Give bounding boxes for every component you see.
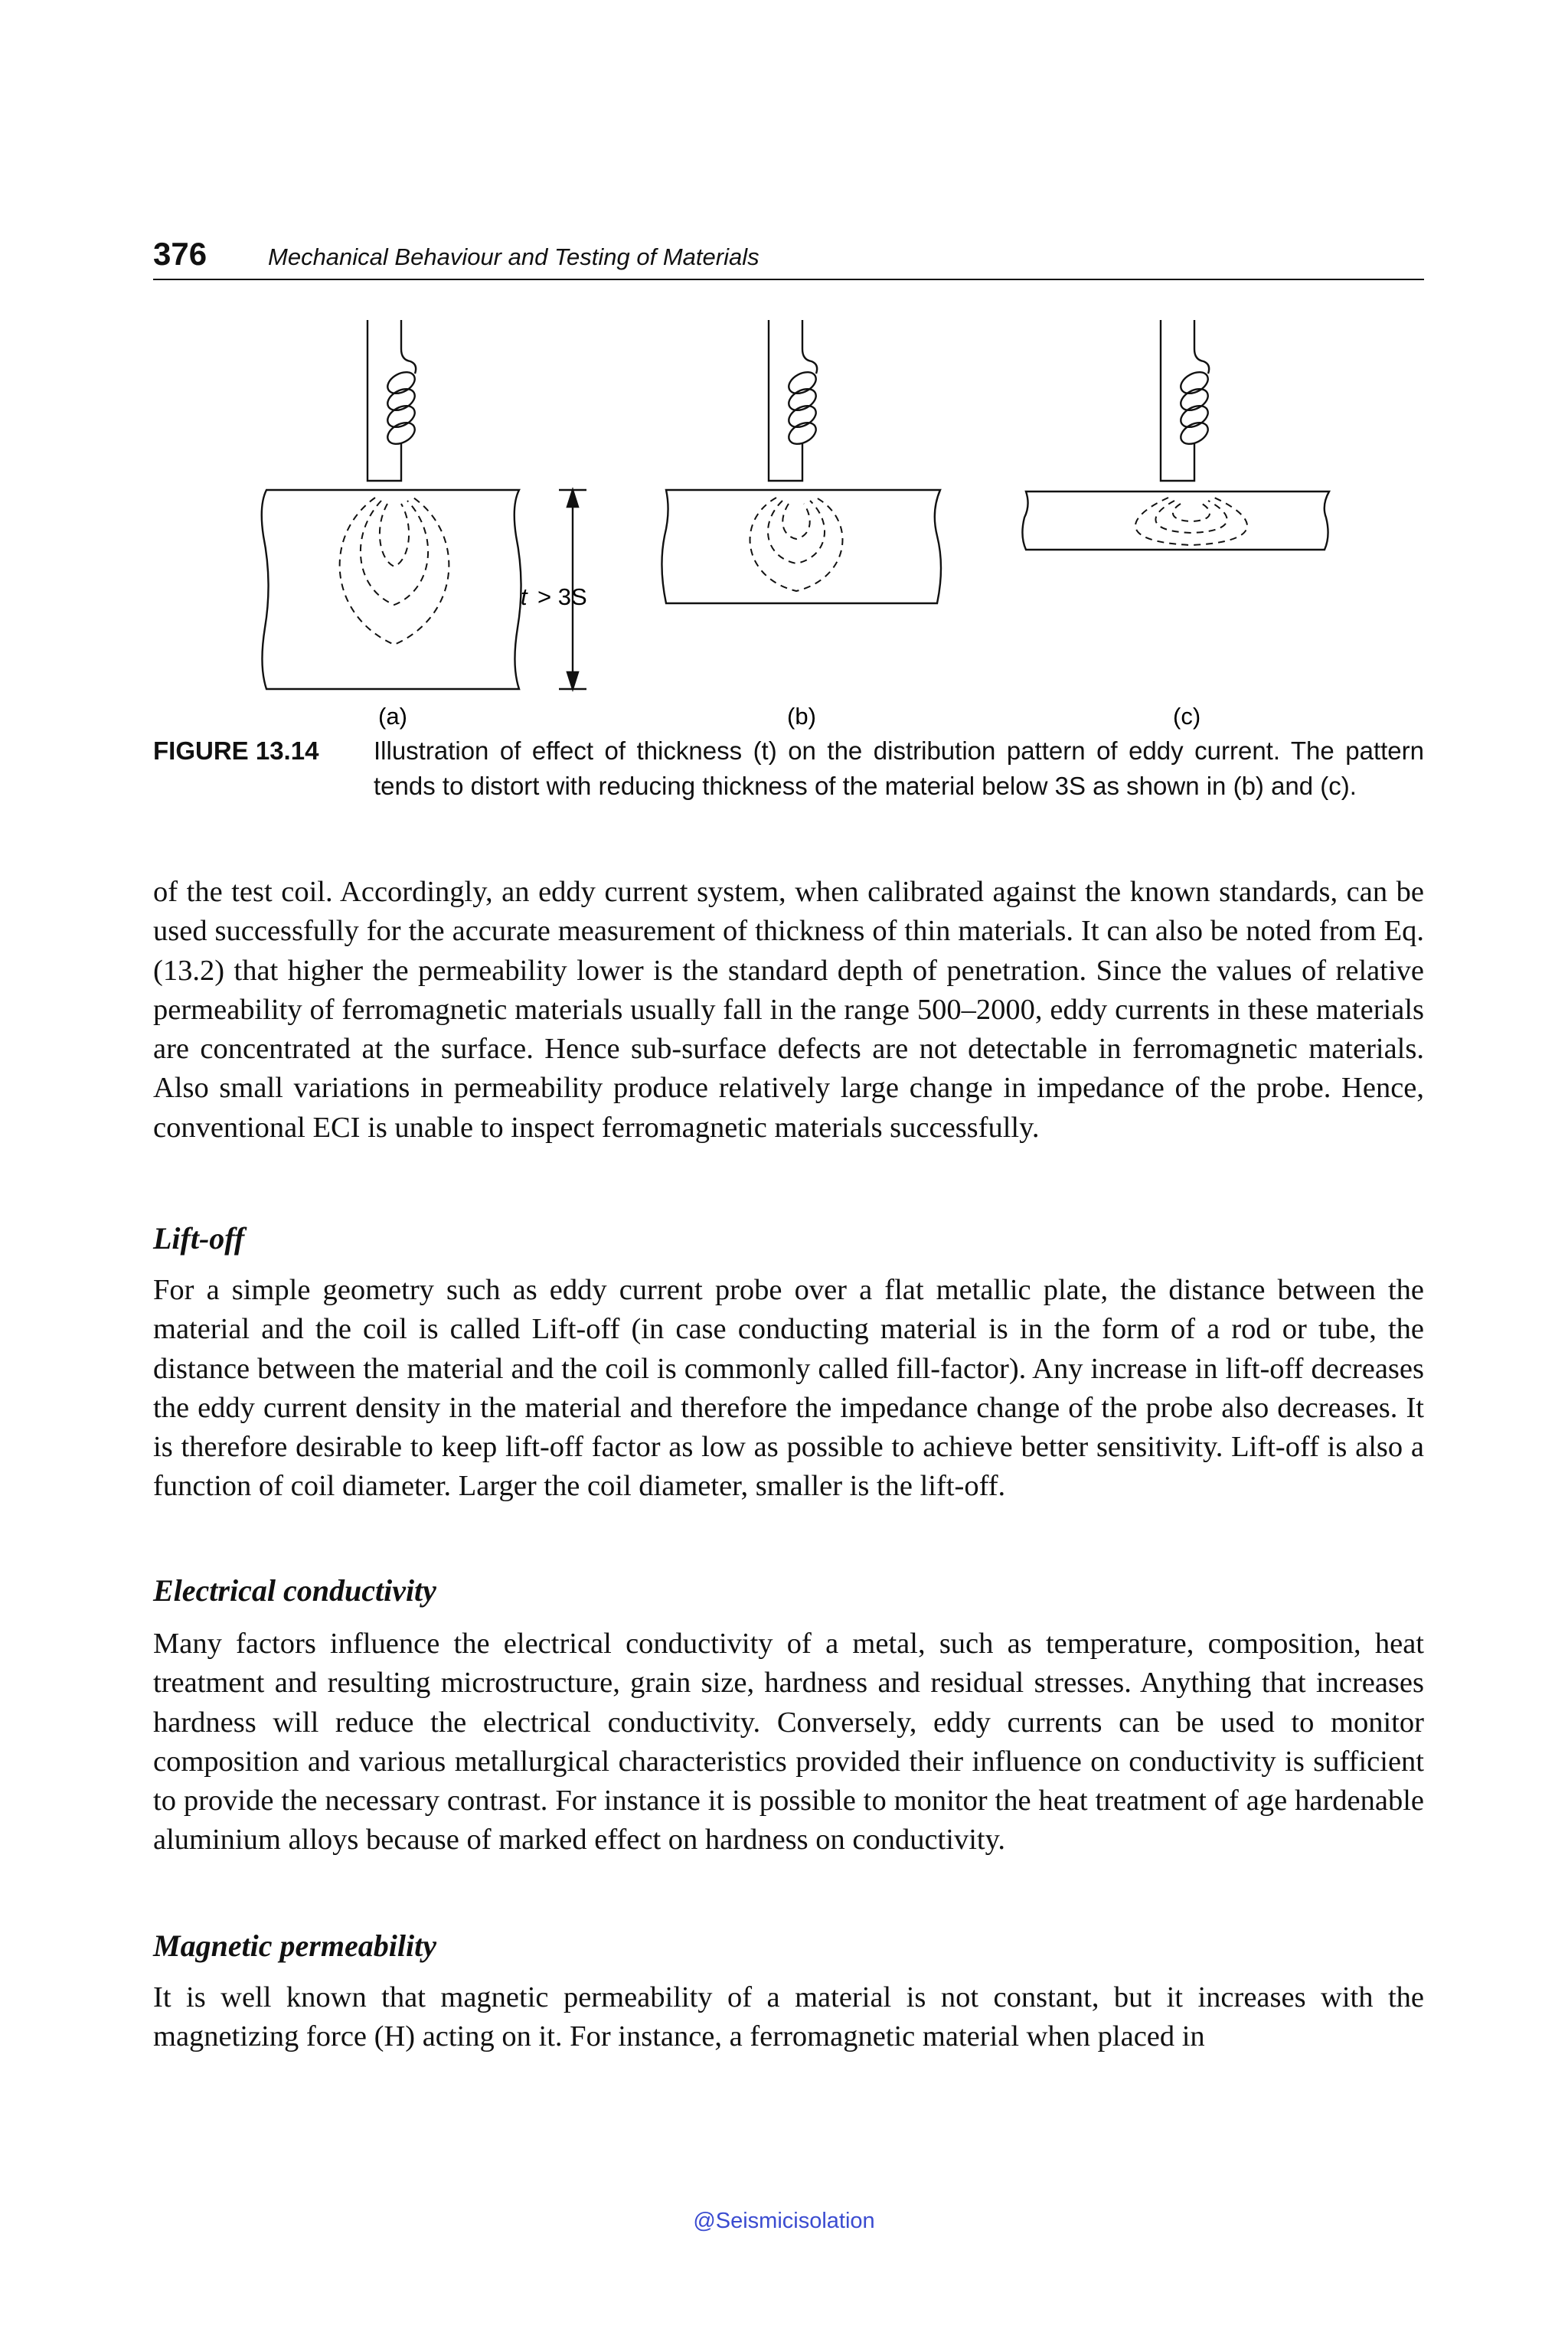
paragraph-lift-off: For a simple geometry such as eddy current probe over a flat metallic plate, the distance between the material and the coil is called Lift-off (in case conducting material is in the form of a rod or tube, the distance between the material and the coil is commonly called fill-factor). Any increase in lift-off decreases the eddy current density in the material and therefore the impedance change of the probe also decreases. It is therefore desirable to keep lift-off factor as low as possible to achieve better sensitivity. Lift-off is also a function of coil diameter. Larger the coil diameter, smaller is the lift-off. <box>153 1274 1424 1503</box>
heading-magnetic-permeability: Magnetic permeability <box>153 1928 436 1963</box>
paragraph-electrical-conductivity: Many factors influence the electrical conductivity of a metal, such as temperature, composition, heat treatment and resulting microstructure, grain size, hardness and residual stresses. Anything that increases hardness will reduce the electrical conductivity. Conversely, eddy currents can be used to monitor composition and various metallurgical characteristics provided their influence on conductivity is sufficient to provide the necessary contrast. For instance it is possible to monitor the heat treatment of age hardenable aluminium alloys because of marked effect on hardness on conductivity. <box>153 1628 1424 1857</box>
page-number: 376 <box>153 236 207 272</box>
paragraph-intro: of the test coil. Accordingly, an eddy current system, when calibrated against the known standards, can be used successfully for the accurate measurement of thickness of thin materials. It can also be noted from Eq. (13.2) that higher the permeability lower is the standard depth of penetration. Since the values of relative permeability of ferromagnetic materials usually fall in the range 500–2000, eddy currents in these materials are concentrated at the surface. Hence sub-surface defects are not detectable in ferromagnetic materials. Also small variations in permeability produce relatively large change in impedance of the probe. Hence, conventional ECI is unable to inspect ferromagnetic materials successfully. <box>153 876 1424 1144</box>
diagram-c <box>1022 320 1329 550</box>
label-b: (b) <box>787 703 816 730</box>
medium-plate <box>662 490 941 603</box>
eddy-current-figure <box>0 0 1568 735</box>
label-c: (c) <box>1173 703 1201 730</box>
thickness-symbol: t <box>521 583 528 610</box>
diagram-a <box>262 320 586 689</box>
eddy-current-loops-a <box>340 498 449 645</box>
running-title: Mechanical Behaviour and Testing of Materials <box>268 243 760 270</box>
diagram-b <box>662 320 941 603</box>
figure-number: FIGURE 13.14 <box>153 736 319 765</box>
paragraph-magnetic-permeability: It is well known that magnetic permeability of a material is not constant, but it increases with the magnetizing force (H) acting on it. For instance, a ferromagnetic material when placed in <box>153 1981 1424 2053</box>
eddy-current-loops-b <box>750 498 843 591</box>
thin-plate <box>1022 491 1329 550</box>
heading-lift-off: Lift-off <box>153 1221 245 1256</box>
thick-plate <box>262 490 521 689</box>
heading-electrical-conductivity: Electrical conductivity <box>153 1573 436 1608</box>
thickness-condition: > 3S <box>537 583 587 610</box>
eddy-current-loops-c <box>1135 498 1247 545</box>
caption-text: Illustration of effect of thickness (t) on the distribution pattern of eddy current. The pattern tends to distort with reducing thickness of the material below 3S as shown in (b) and (c). <box>374 736 1424 800</box>
watermark: @Seismicisolation <box>693 2209 875 2233</box>
label-a: (a) <box>378 703 407 730</box>
